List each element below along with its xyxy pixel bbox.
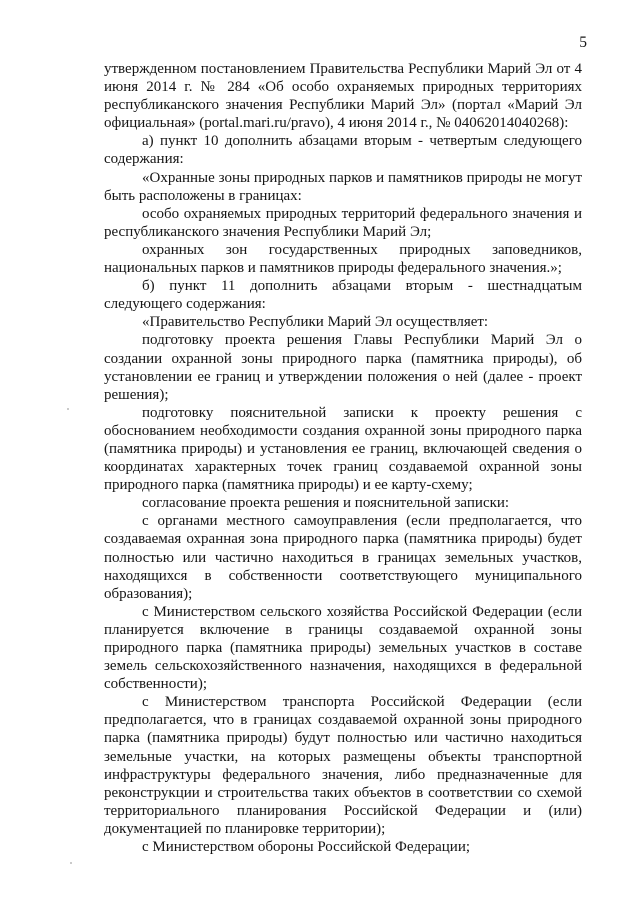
paragraph-item-b: б) пункт 11 дополнить абзацами вторым - шестнадцатым следующего содержания: [104,278,582,313]
scan-speck [70,862,72,864]
document-body [104,60,582,856]
paragraph-federal-territories: особо охраняемых природных территорий федерального значения и республиканского значения Республики Марий Эл; [104,205,582,240]
paragraph-local-government: с органами местного самоуправления (если предполагается, что создаваемая охранная зона природного парка (памятника природы) будет полностью или частично находиться в границах земельных участков, находящихся в собственности соответствующего муниципального образования); [104,513,582,602]
paragraph-protected-zones: «Охранные зоны природных парков и памятников природы не могут быть расположены в границах: [104,169,582,204]
paragraph-government-duties: «Правительство Республики Марий Эл осуществляет: [142,314,489,331]
paragraph-ministry-transport: с Министерством транспорта Российской Федерации (если предполагается, что в границах создаваемой охранной зоны природного парка (памятника природы) будут полностью или частично находиться земельные участки, на которых размещены объекты транспортной инфраструктуры федерального значения, либо предназначенные для реконструкции и строительства таких объектов в соответствии со схемой территориального планирования Российской Федерации и (или) документацией по планировке территории); [104,694,582,837]
page-number: 5 [579,34,587,51]
paragraph-draft-decision: подготовку проекта решения Главы Республики Марий Эл о создании охранной зоны природного парка (памятника природы), об установлении ее границ и утверждении положения о ней (далее - проект решения); [104,332,582,403]
scan-speck [67,408,69,410]
paragraph-approval: согласование проекта решения и пояснительной записки: [142,495,510,512]
paragraph-item-a: а) пункт 10 дополнить абзацами вторым - четвертым следующего содержания: [104,133,582,168]
paragraph-ministry-agriculture: с Министерством сельского хозяйства Российской Федерации (если планируется включение в границы создаваемой охранной зоны природного парка (памятника природы) земельных участков в составе земель сельскохозяйственного назначения, находящихся в федеральной собственности); [104,603,582,693]
paragraph-explanatory-note: подготовку пояснительной записки к проекту решения с обоснованием необходимости создания охранной зоны природного парка (памятника природы) и установления ее границ, включающей сведения о координатах характерных точек границ создаваемой охранной зоны природного парка (памятника природы) и ее карту-схему; [104,404,582,494]
paragraph-ministry-defense: с Министерством обороны Российской Федерации; [142,839,471,856]
paragraph-reserve-zones: охранных зон государственных природных заповедников, национальных парков и памятников природы федерального значения.»; [104,241,582,277]
paragraph-intro-reference: утвержденном постановлением Правительства Республики Марий Эл от 4 июня 2014 г. № 284 «Об особо охраняемых природных территориях республиканского значения Республики Марий Эл» (портал «Марий Эл официальная» (portal.mari.ru/pravo), 4 июня 2014 г., № 04062014040268): [104,61,582,132]
